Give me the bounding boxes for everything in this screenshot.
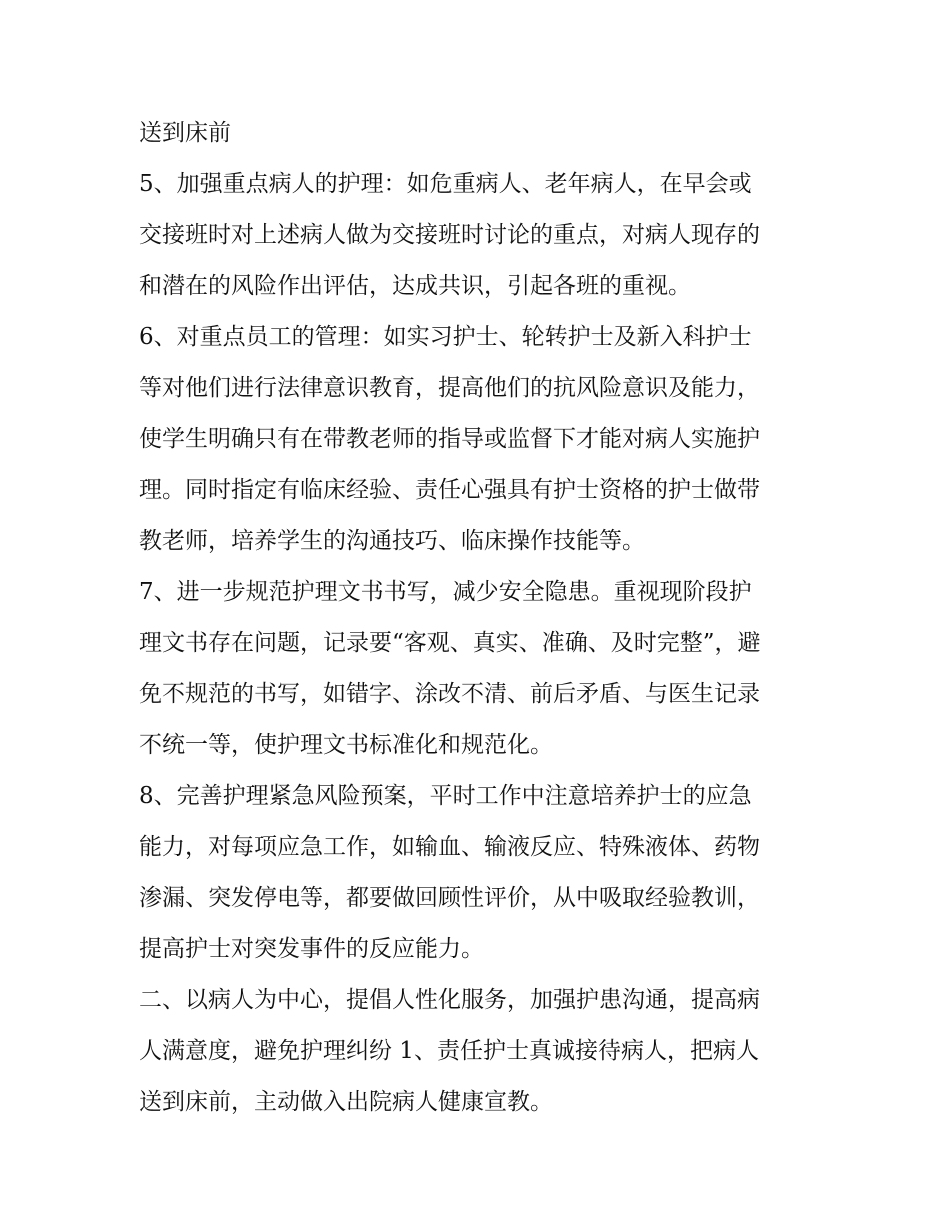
text-line: 7、进一步规范护理文书书写，减少安全隐患。重视现阶段护 bbox=[139, 579, 752, 605]
text-line: 提高护士对突发事件的反应能力。 bbox=[139, 936, 484, 962]
text-line: 渗漏、突发停电等，都要做回顾性评价，从中吸取经验教训， bbox=[139, 885, 760, 911]
document-body bbox=[139, 108, 819, 1128]
text-line: 交接班时对上述病人做为交接班时讨论的重点，对病人现存的 bbox=[139, 222, 760, 248]
text-line: 6、对重点员工的管理：如实习护士、轮转护士及新入科护士 bbox=[139, 324, 752, 350]
text-line: 使学生明确只有在带教老师的指导或监督下才能对病人实施护 bbox=[139, 426, 760, 452]
paragraph-item-7 bbox=[139, 567, 819, 771]
text-line: 5、加强重点病人的护理：如危重病人、老年病人，在早会或 bbox=[139, 171, 752, 197]
text-line: 人满意度，避免护理纠纷 1、责任护士真诚接待病人，把病人 bbox=[139, 1038, 759, 1064]
text-line: 和潜在的风险作出评估，达成共识，引起各班的重视。 bbox=[139, 273, 691, 299]
text-line: 能力，对每项应急工作，如输血、输液反应、特殊液体、药物 bbox=[139, 834, 760, 860]
paragraph-continuation bbox=[139, 108, 819, 159]
paragraph-section-2 bbox=[139, 975, 819, 1128]
text-line: 不统一等，使护理文书标准化和规范化。 bbox=[139, 732, 553, 758]
paragraph-item-5 bbox=[139, 159, 819, 312]
paragraph-item-8 bbox=[139, 771, 819, 975]
text-line: 送到床前 bbox=[139, 120, 231, 146]
text-line: 理文书存在问题，记录要“客观、真实、准确、及时完整”，避 bbox=[139, 630, 761, 656]
text-line: 二、以病人为中心，提倡人性化服务，加强护患沟通，提高病 bbox=[139, 987, 760, 1013]
text-line: 等对他们进行法律意识教育，提高他们的抗风险意识及能力， bbox=[139, 375, 760, 401]
paragraph-item-6 bbox=[139, 312, 819, 567]
text-line: 免不规范的书写，如错字、涂改不清、前后矛盾、与医生记录 bbox=[139, 681, 760, 707]
text-line: 教老师，培养学生的沟通技巧、临床操作技能等。 bbox=[139, 528, 645, 554]
text-line: 理。同时指定有临床经验、责任心强具有护士资格的护士做带 bbox=[139, 477, 760, 503]
text-line: 8、完善护理紧急风险预案，平时工作中注意培养护士的应急 bbox=[139, 783, 752, 809]
text-line: 送到床前，主动做入出院病人健康宣教。 bbox=[139, 1089, 553, 1115]
